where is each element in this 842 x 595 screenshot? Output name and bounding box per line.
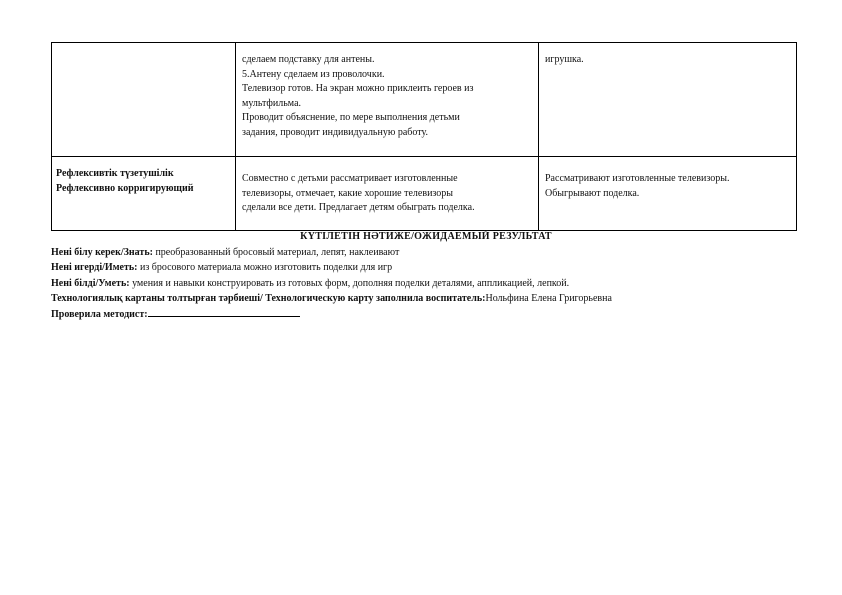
table-row (52, 43, 797, 157)
cell-line: задания, проводит индивидуальную работу. (242, 126, 428, 138)
cell-line: Телевизор готов. На экран можно приклеить героев из (242, 83, 474, 94)
teacher-name: Нольфина Елена Григорьевна (485, 293, 612, 304)
stage-cell (52, 43, 236, 157)
can-label: Нені білді/Уметь: (51, 277, 130, 289)
card-filled-line (51, 291, 801, 307)
know-label: Нені білу керек/Знать: (51, 246, 153, 258)
cell-line: Рефлексивтік түзетушілік (56, 168, 174, 179)
cell-line: Рефлексивно корригирующий (56, 182, 194, 194)
cell-line: Обыгрывают поделка. (545, 187, 640, 199)
table-row (52, 157, 797, 231)
can-text: умения и навыки конструировать из готовых форм, дополняя поделки деталями, аппликацией, лепкой. (129, 277, 570, 289)
have-label: Нені игерді/Иметь: (51, 262, 138, 273)
cell-line: Рассматривают изготовленные телевизоры. (545, 173, 730, 184)
know-text: преобразованный бросовый материал, лепят, наклеивают (152, 246, 400, 258)
have-text: из бросового материала можно изготовить поделки для игр (137, 262, 393, 273)
children-activity-cell (539, 43, 797, 157)
cell-line: мультфильма. (242, 97, 302, 109)
stage-cell (52, 157, 236, 231)
expected-result-section (51, 229, 801, 322)
teacher-activity-cell (236, 43, 539, 157)
signature-line (148, 307, 300, 317)
teacher-activity-cell (236, 157, 539, 231)
cell-line: Совместно с детьми рассматривает изготовленные (242, 173, 458, 184)
cell-line: телевизоры, отмечает, какие хорошие телевизоры (242, 187, 454, 199)
know-line (51, 245, 801, 261)
lesson-plan-table (51, 42, 797, 231)
checked-by-line (51, 307, 801, 323)
have-line (51, 260, 801, 276)
cell-line: игрушка. (545, 54, 584, 65)
cell-line: Проводит объяснение, по мере выполнения детьми (242, 112, 460, 123)
checked-by-label: Проверила методист: (51, 308, 148, 320)
children-activity-cell (539, 157, 797, 231)
cell-line: 5.Антену сделаем из проволочки. (242, 68, 385, 80)
can-line (51, 276, 801, 292)
expected-result-title: КҮТІЛЕТІН НӘТИЖЕ/ОЖИДАЕМЫЙ РЕЗУЛЬТАТ (300, 231, 552, 242)
cell-line: сделали все дети. Предлагает детям обыграть поделка. (242, 202, 475, 213)
cell-line: сделаем подставку для антены. (242, 54, 375, 65)
card-filled-label: Технологиялық картаны толтырған тәрбиеші/ Технологическую карту заполнила воспитатель: (51, 293, 486, 304)
